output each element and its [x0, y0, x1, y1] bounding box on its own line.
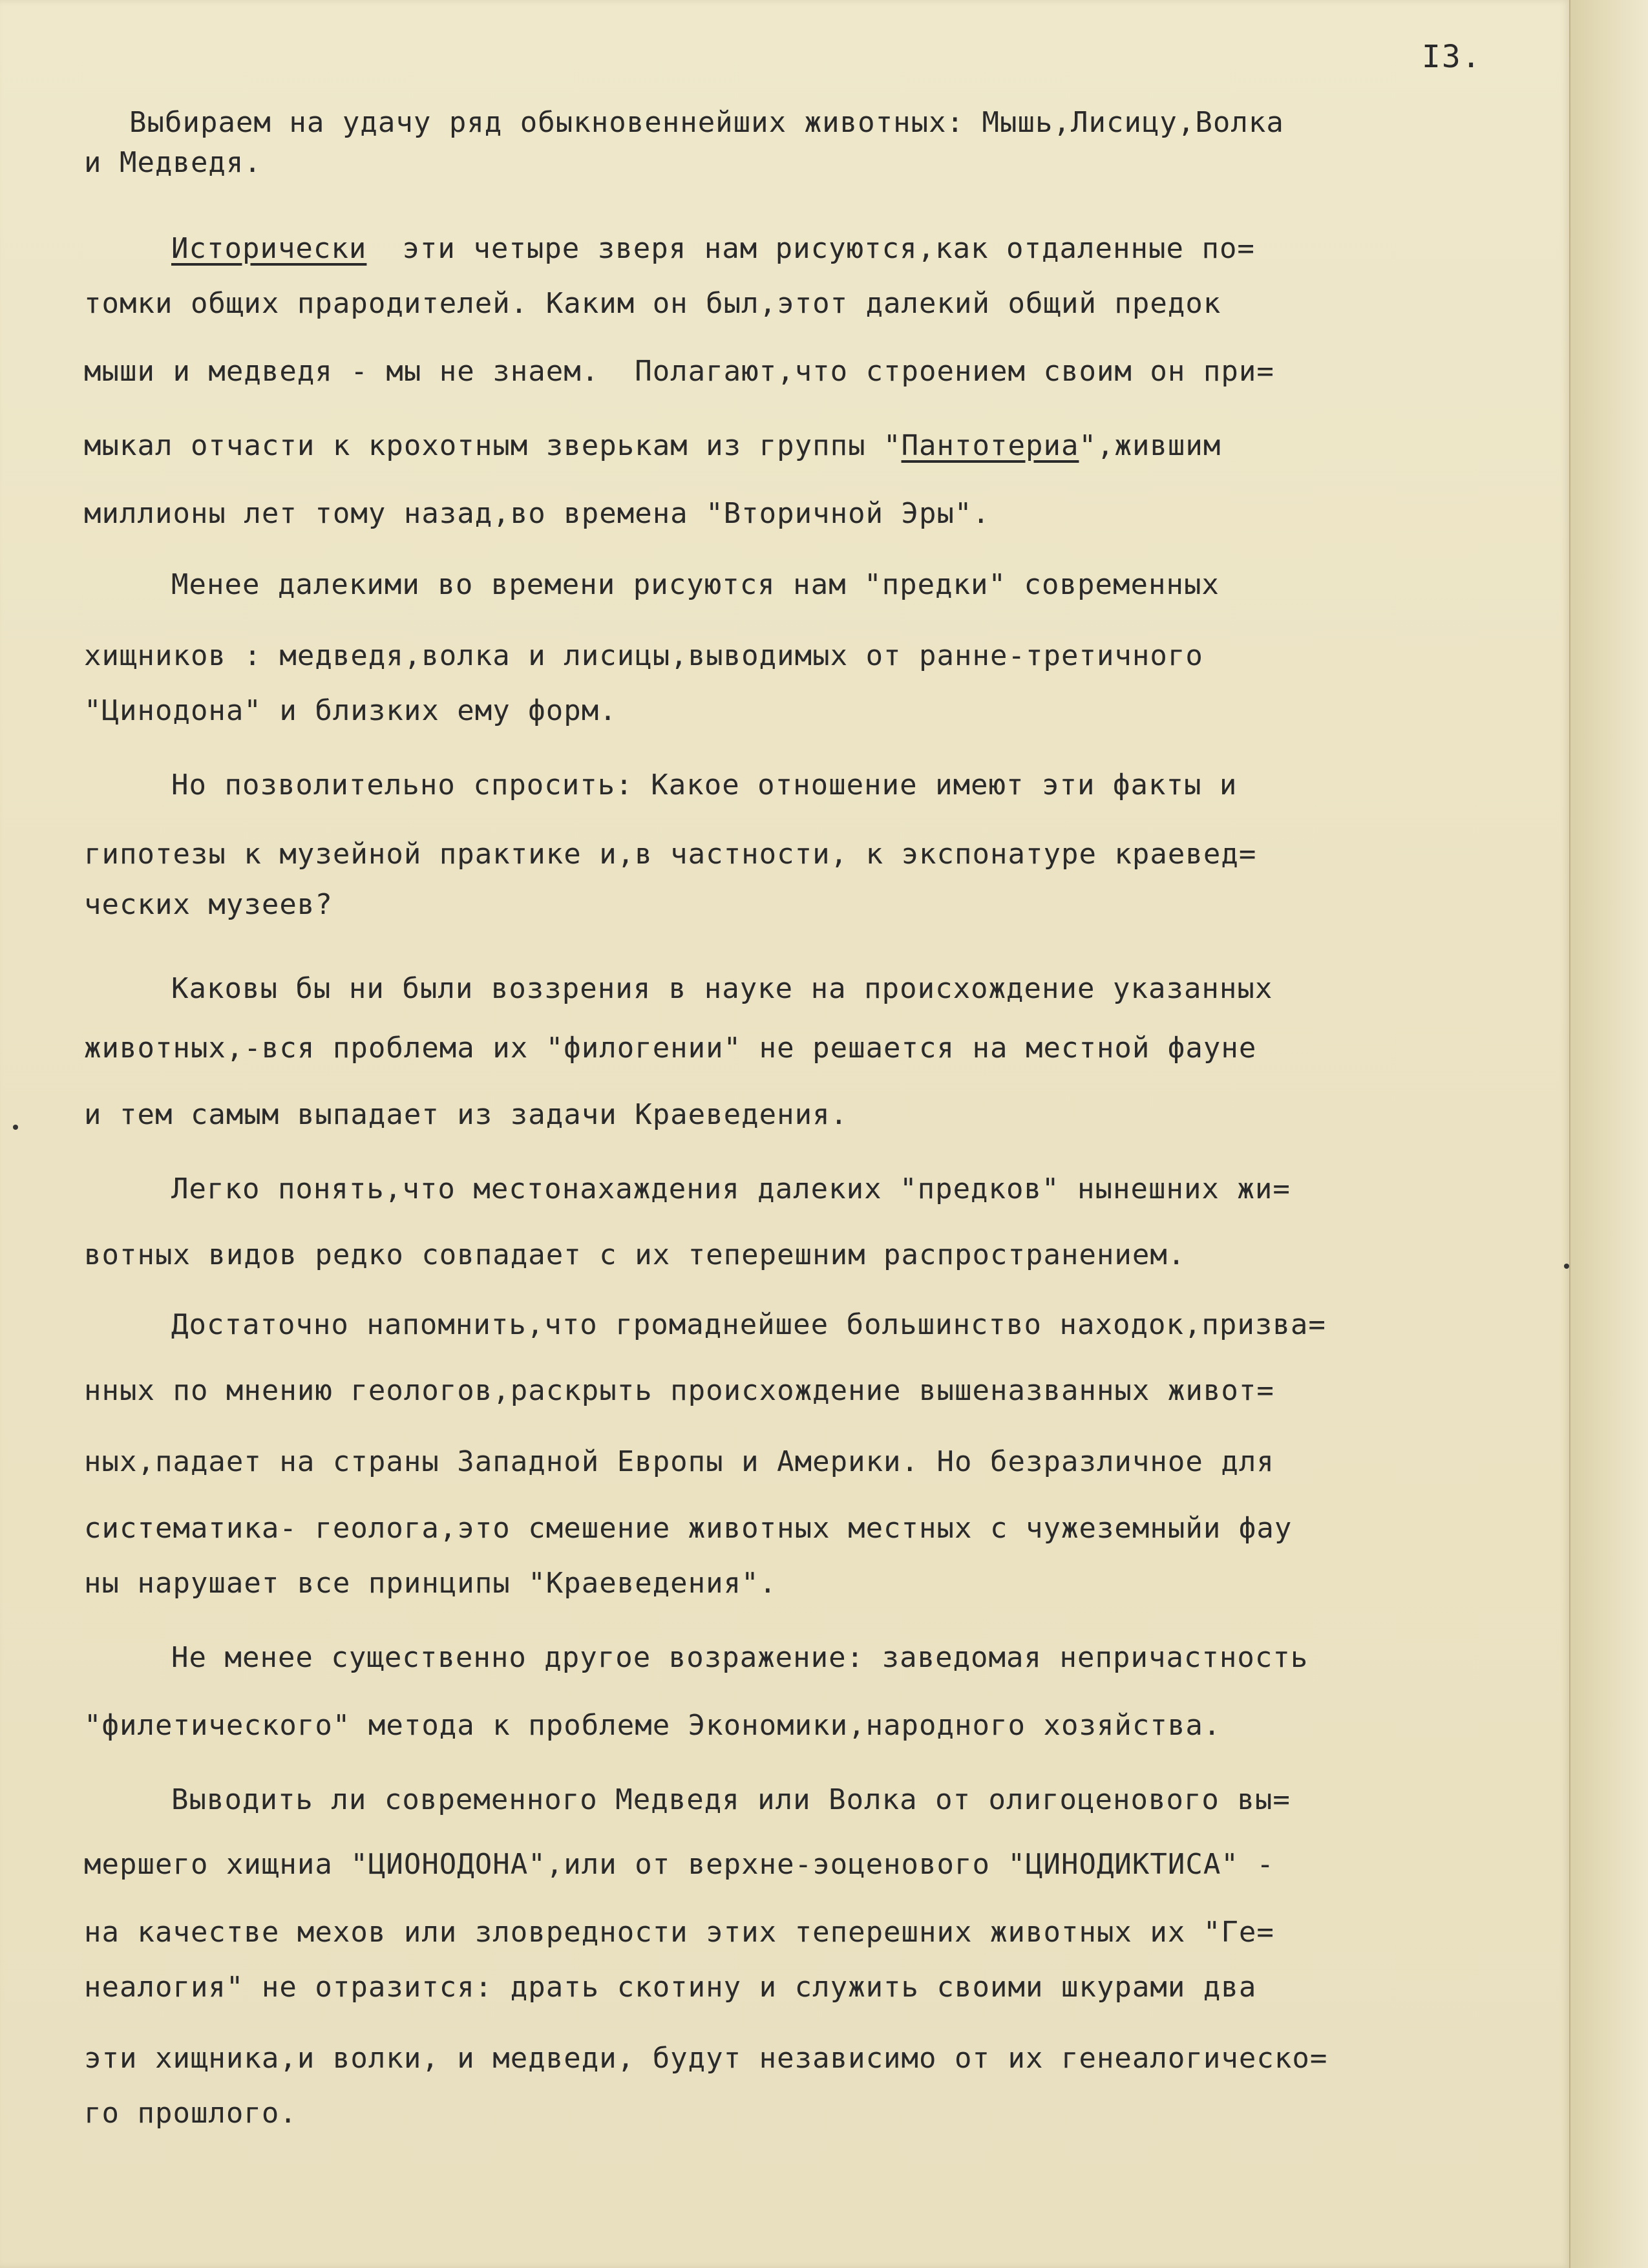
text-line: Выбираем на удачу ряд обыкновеннейших животных: Мышь,Лисицу,Волка — [129, 106, 1284, 139]
text-line: ных,падает на страны Западной Европы и Америки. Но безразличное для — [84, 1445, 1274, 1478]
text-line: Достаточно напомнить,что громаднейшее большинство находок,призва= — [171, 1308, 1326, 1341]
text-line: животных,-вся проблема их "филогении" не решается на местной фауне — [84, 1032, 1257, 1065]
text-line: ческих музеев? — [84, 888, 333, 921]
text-line: неалогия" не отразится: драть скотину и служить своими шкурами два — [84, 1971, 1257, 2004]
text-line: "филетического" метода к проблеме Экономики,народного хозяйства. — [84, 1709, 1221, 1742]
text-line: на качестве мехов или зловредности этих теперешних животных их "Ге= — [84, 1916, 1274, 1949]
text-line: Не менее существенно другое возражение: заведомая непричастность — [171, 1641, 1309, 1674]
text-line: Легко понять,что местонахаждения далеких "предков" нынешних жи= — [171, 1172, 1291, 1205]
text-line: мершего хищниа "ЦИОНОДОНА",или от верхне-эоценового "ЦИНОДИКТИСА" - — [84, 1848, 1274, 1881]
page-number: I3. — [1422, 39, 1482, 75]
text-line: вотных видов редко совпадает с их теперешним распространением. — [84, 1238, 1186, 1271]
text-line: гипотезы к музейной практике и,в частности, к экспонатуре краевед= — [84, 838, 1257, 871]
page-edge-strip — [1570, 0, 1648, 2268]
text-line: Но позволительно спросить: Какое отношение имеют эти факты и — [171, 768, 1238, 801]
text-fragment: мыкал отчасти к крохотным зверькам из группы " — [84, 429, 902, 462]
text-line: и Медведя. — [84, 146, 262, 179]
text-line: Менее далекими во времени рисуются нам "предки" современных — [171, 568, 1220, 601]
ink-dot — [13, 1125, 18, 1130]
text-line: го прошлого. — [84, 2097, 297, 2130]
text-line: ны нарушает все принципы "Краеведения". — [84, 1567, 777, 1600]
text-line: нных по мнению геологов,раскрыть происхождение вышеназванных живот= — [84, 1374, 1274, 1407]
text-line: томки общих прародителей. Каким он был,этот далекий общий предок — [84, 287, 1221, 320]
text-line: мыши и медведя - мы не знаем. Полагают,что строением своим он при= — [84, 355, 1274, 388]
text-line: эти хищника,и волки, и медведи, будут независимо от их генеалогическо= — [84, 2042, 1328, 2075]
text-line: хищников : медведя,волка и лисицы,выводимых от ранне-третичного — [84, 639, 1203, 672]
text-line: Каковы бы ни были воззрения в науке на происхождение указанных — [171, 972, 1273, 1005]
text-line: миллионы лет тому назад,во времена "Вторичной Эры". — [84, 497, 991, 530]
underlined-word: Исторически — [171, 232, 367, 265]
text-line: и тем самым выпадает из задачи Краеведения. — [84, 1098, 849, 1131]
underlined-word: Пантотериа — [901, 429, 1079, 462]
text-line — [171, 229, 1255, 268]
text-fragment: эти четыре зверя нам рисуются,как отдаленные по= — [402, 232, 1255, 265]
text-line — [84, 427, 1221, 465]
text-line: Выводить ли современного Медведя или Волка от олигоценового вы= — [171, 1783, 1291, 1816]
ink-dot — [1564, 1264, 1569, 1269]
text-fragment: ",жившим — [1079, 429, 1221, 462]
text-line: "Цинодона" и близких ему форм. — [84, 694, 617, 727]
text-line: систематика- геолога,это смешение животных местных с чужеземныйи фау — [84, 1512, 1293, 1545]
